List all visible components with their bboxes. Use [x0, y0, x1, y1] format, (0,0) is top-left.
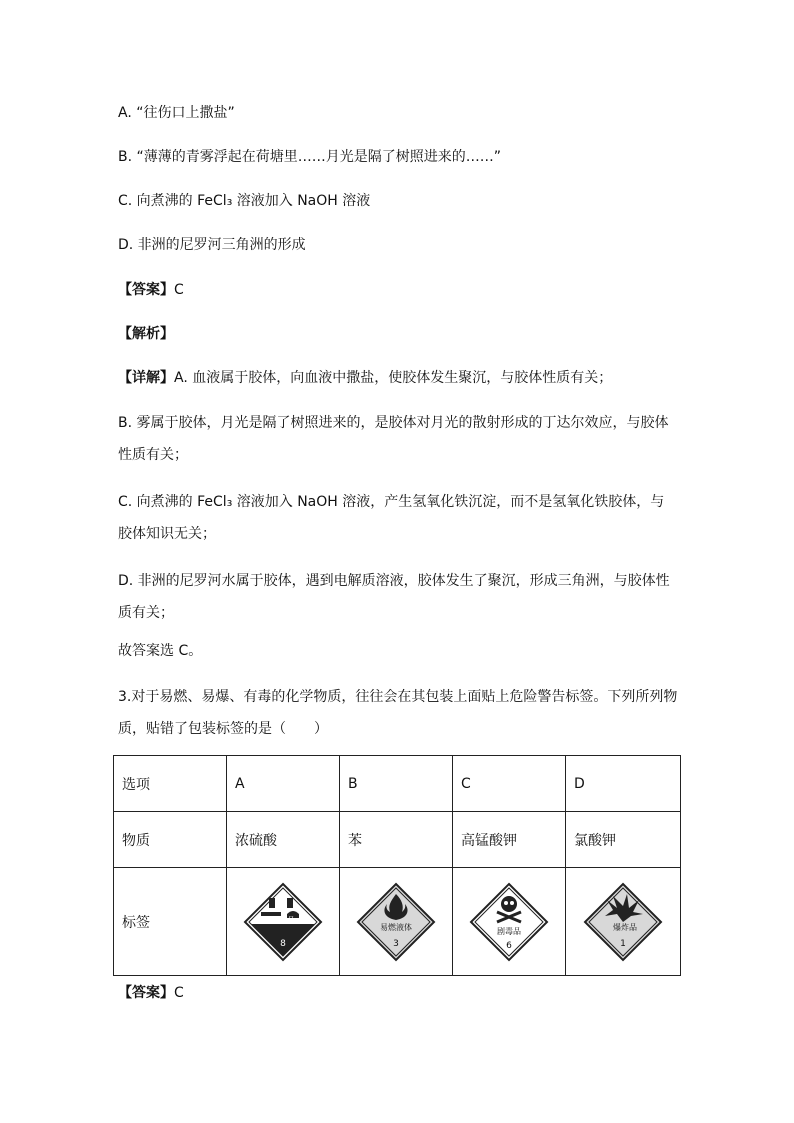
hazard-label-table — [113, 755, 681, 976]
substance-c: 高锰酸钾 — [453, 812, 566, 868]
conclusion: 故答案选 C。 — [118, 643, 203, 659]
answer-1 — [118, 280, 184, 300]
sign-number: 6 — [506, 940, 512, 951]
header-d: D — [566, 756, 681, 812]
sign-text: 爆炸品 — [613, 922, 637, 932]
table-row — [114, 812, 681, 868]
question-3: 3.对于易燃、易爆、有毒的化学物质，往往会在其包装上面贴上危险警告标签。下列所列物质，贴错了包装标签的是（ ） — [118, 689, 678, 737]
sign-toxic — [453, 868, 566, 976]
sign-text: 易燃液体 — [380, 922, 412, 932]
detail-a — [118, 368, 612, 388]
sign-number: 1 — [620, 938, 626, 949]
sign-explosive — [566, 868, 681, 976]
sign-number: 8 — [280, 938, 286, 949]
detail-b: B. 雾属于胶体，月光是隔了树照进来的，是胶体对月光的散射形成的丁达尔效应，与胶体性质有关； — [118, 415, 669, 463]
header-b: B — [340, 756, 453, 812]
option-b: B. “薄薄的青雾浮起在荷塘里……月光是隔了树照进来的……” — [118, 149, 502, 165]
option-d: D. 非洲的尼罗河三角洲的形成 — [118, 237, 306, 253]
sign-corrosive — [227, 868, 340, 976]
analysis-label: 【解析】 — [118, 326, 174, 342]
answer-label: 【答案】 — [118, 985, 174, 1001]
sign-number: 3 — [393, 938, 399, 949]
sign-flammable — [340, 868, 453, 976]
substance-label: 物质 — [114, 812, 227, 868]
detail-c: C. 向煮沸的 FeCl₃ 溶液加入 NaOH 溶液，产生氢氧化铁沉淀，而不是氢氧化铁胶体，与胶体知识无关； — [118, 494, 665, 542]
detail-d: D. 非洲的尼罗河水属于胶体，遇到电解质溶液，胶体发生了聚沉，形成三角洲，与胶体性质有关； — [118, 573, 670, 621]
answer-value: C — [174, 985, 184, 1001]
answer-2 — [118, 983, 184, 1003]
answer-label: 【答案】 — [118, 282, 174, 298]
option-c: C. 向煮沸的 FeCl₃ 溶液加入 NaOH 溶液 — [118, 193, 371, 209]
sign-text: 腐蚀品 — [271, 915, 295, 925]
header-option: 选项 — [114, 756, 227, 812]
substance-a: 浓硫酸 — [227, 812, 340, 868]
detail-a-text: A. 血液属于胶体，向血液中撒盐，使胶体发生聚沉，与胶体性质有关； — [174, 370, 613, 386]
header-a: A — [227, 756, 340, 812]
substance-b: 苯 — [340, 812, 453, 868]
answer-value: C — [174, 282, 184, 298]
sign-text: 剧毒品 — [497, 926, 521, 936]
detail-label: 【详解】 — [118, 370, 174, 386]
label-row-title: 标签 — [114, 868, 227, 976]
substance-d: 氯酸钾 — [566, 812, 681, 868]
option-a: A. “往伤口上撒盐” — [118, 105, 235, 121]
header-c: C — [453, 756, 566, 812]
table-row — [114, 756, 681, 812]
table-row — [114, 868, 681, 976]
